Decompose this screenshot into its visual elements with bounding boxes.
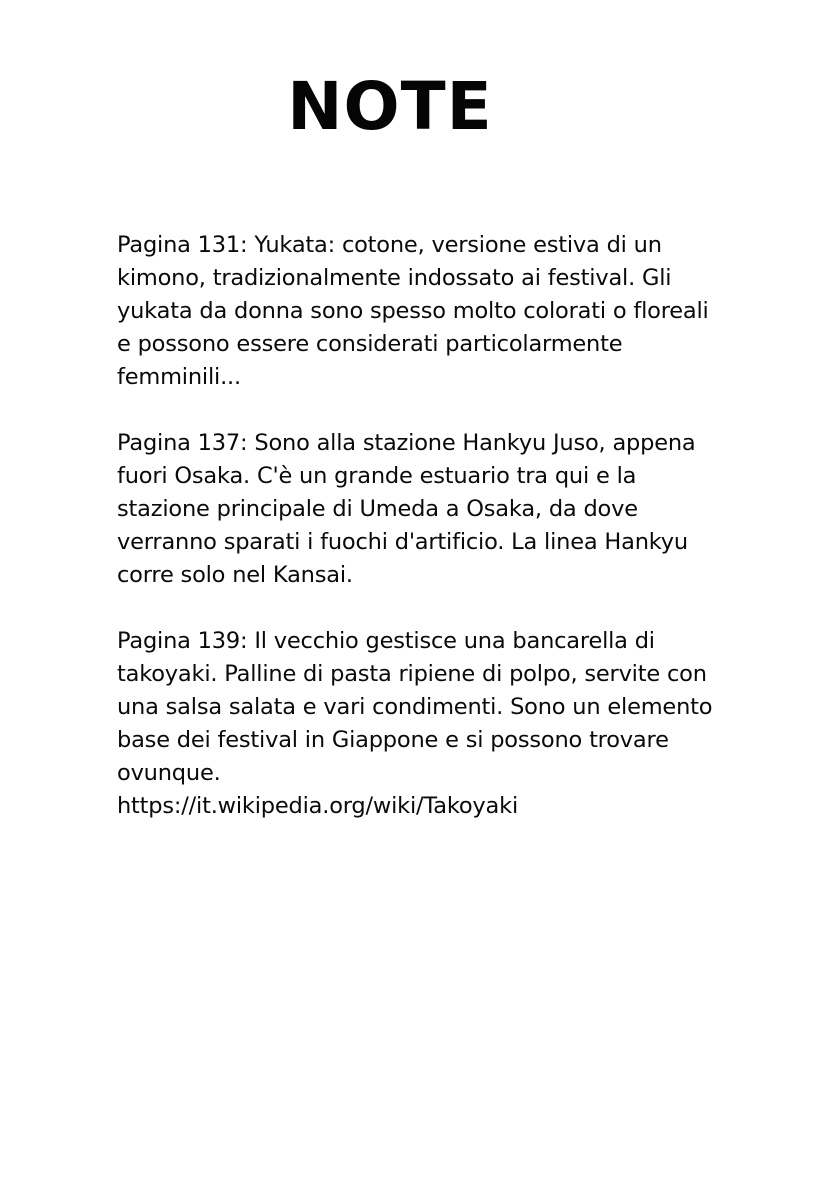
note-line: e possono essere considerati particolarmente: [117, 331, 623, 357]
note-line: fuori Osaka. C'è un grande estuario tra qui e la: [117, 463, 637, 489]
page-title: NOTE: [287, 68, 493, 145]
note-line: femminili...: [117, 364, 241, 390]
note-line: verranno sparati i fuochi d'artificio. La linea Hankyu: [117, 529, 688, 555]
note-line: Pagina 131: Yukata: cotone, versione estiva di un: [117, 232, 662, 258]
wikipedia-url-text: https://it.wikipedia.org/wiki/Takoyaki: [117, 793, 518, 819]
note-line: corre solo nel Kansai.: [117, 562, 353, 588]
note-line: base dei festival in Giappone e si possono trovare: [117, 727, 669, 753]
note-page-131: [117, 229, 737, 394]
note-line: yukata da donna sono spesso molto colorati o floreali: [117, 298, 709, 324]
note-line: ovunque.: [117, 760, 221, 786]
note-line: takoyaki. Palline di pasta ripiene di polpo, servite con: [117, 661, 707, 687]
note-line: stazione principale di Umeda a Osaka, da dove: [117, 496, 638, 522]
note-line: Pagina 139: Il vecchio gestisce una bancarella di: [117, 628, 655, 654]
note-line: Pagina 137: Sono alla stazione Hankyu Juso, appena: [117, 430, 696, 456]
note-line: una salsa salata e vari condimenti. Sono un elemento: [117, 694, 713, 720]
note-page-139: [117, 625, 737, 823]
notes-list: [117, 229, 737, 856]
note-page-137: [117, 427, 737, 592]
note-line: kimono, tradizionalmente indossato ai festival. Gli: [117, 265, 672, 291]
